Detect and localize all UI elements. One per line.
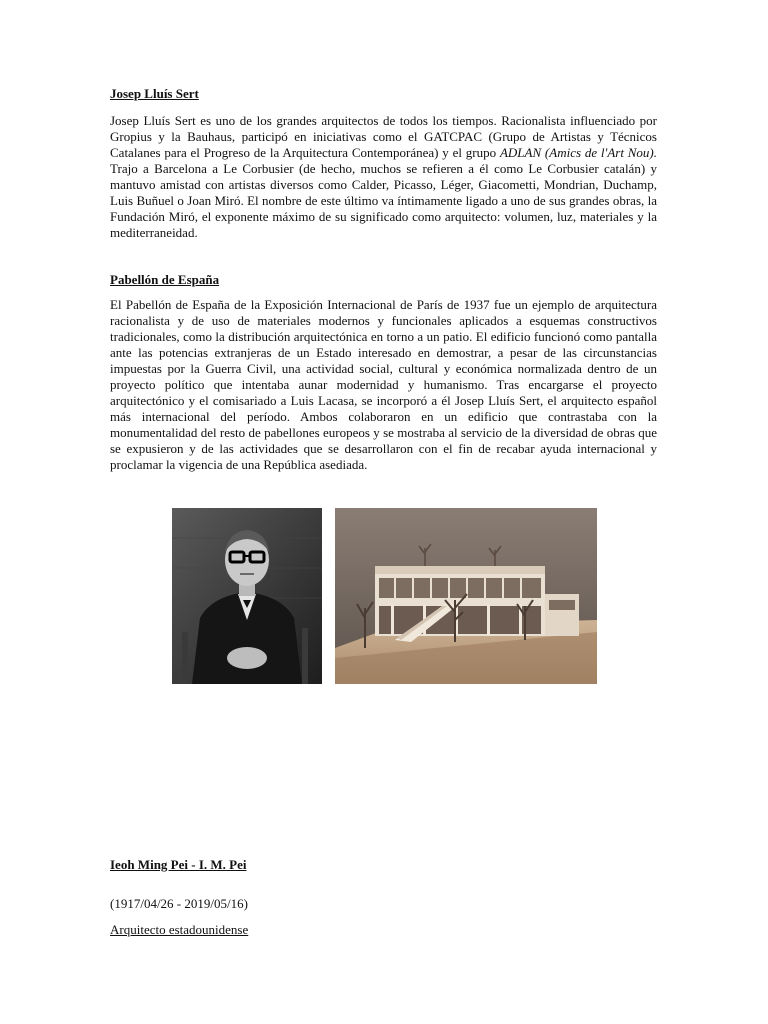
portrait-photo-icon	[172, 508, 322, 684]
section-heading-sert: Josep Lluís Sert	[110, 86, 199, 101]
sert-paragraph-italic: ADLAN (Amics de l'Art Nou).	[499, 145, 657, 160]
architectural-model-photo	[335, 508, 597, 684]
sert-paragraph-text-b: Trajo a Barcelona a Le Corbusier (de hecho, muchos se refieren a él como Le Corbusier catalán) y mantuvo amistad con artistas diversos como Calder, Picasso, Léger, Giacometti, Mondrian, Duchamp, Luis Buñuel o Joan Miró. El nombre de este último va íntimamente ligado a uno de sus grandes obras, la Fundación Miró, el exponente máximo de su significado como arquitecto: volumen, luz, materiales y la mediterraneidad.	[110, 161, 657, 240]
portrait-photo	[172, 508, 322, 684]
architectural-model-photo-icon	[335, 508, 597, 684]
pabellon-paragraph: El Pabellón de España de la Exposición Internacional de París de 1937 fue un ejemplo de arquitectura racionalista y de uso de materiales modernos y funcionales aplicados a esquemas constructivos tradicionales, como la distribución arquitectónica en torno a un patio. El edificio funcionó como pantalla ante las potencias extranjeras de un Estado interesado en demostrar, a pesar de las circunstancias impuestas por la Guerra Civil, una actividad social, cultural y económica normalizada dentro de un proyecto político que intentaba aunar modernidad y humanismo. Tras encargarse el proyecto arquitectónico y el comisariado a Luis Lacasa, se incorporó a él Josep Lluís Sert, el arquitecto español más internacional del período. Ambos colaboraron en un edificio que contrastaba con la monumentalidad del resto de pabellones europeos y se mostraba al servicio de la diversidad de obras que se expusieron y de las actividades que se desarrollaron con el fin de recabar ayuda internacional y proclamar la vigencia de una República asediada.	[110, 297, 657, 472]
section-heading-pabellon: Pabellón de España	[110, 272, 220, 287]
pei-role: Arquitecto estadounidense	[110, 922, 249, 937]
sert-paragraph-text-a: Josep Lluís Sert es uno de los grandes arquitectos de todos los tiempos. Racionalista influenciado por Gropius y la Bauhaus, participó en iniciativas como el GATCPAC (Grupo de Artistas y Técnicos Catalanes para el Progreso de la Arquitectura Contemporánea) y el grupo	[110, 113, 657, 160]
section-heading-pei: Ieoh Ming Pei - I. M. Pei	[110, 857, 247, 872]
pei-dates: (1917/04/26 - 2019/05/16)	[110, 896, 248, 911]
sert-paragraph	[110, 113, 657, 241]
photo-row	[172, 508, 598, 684]
